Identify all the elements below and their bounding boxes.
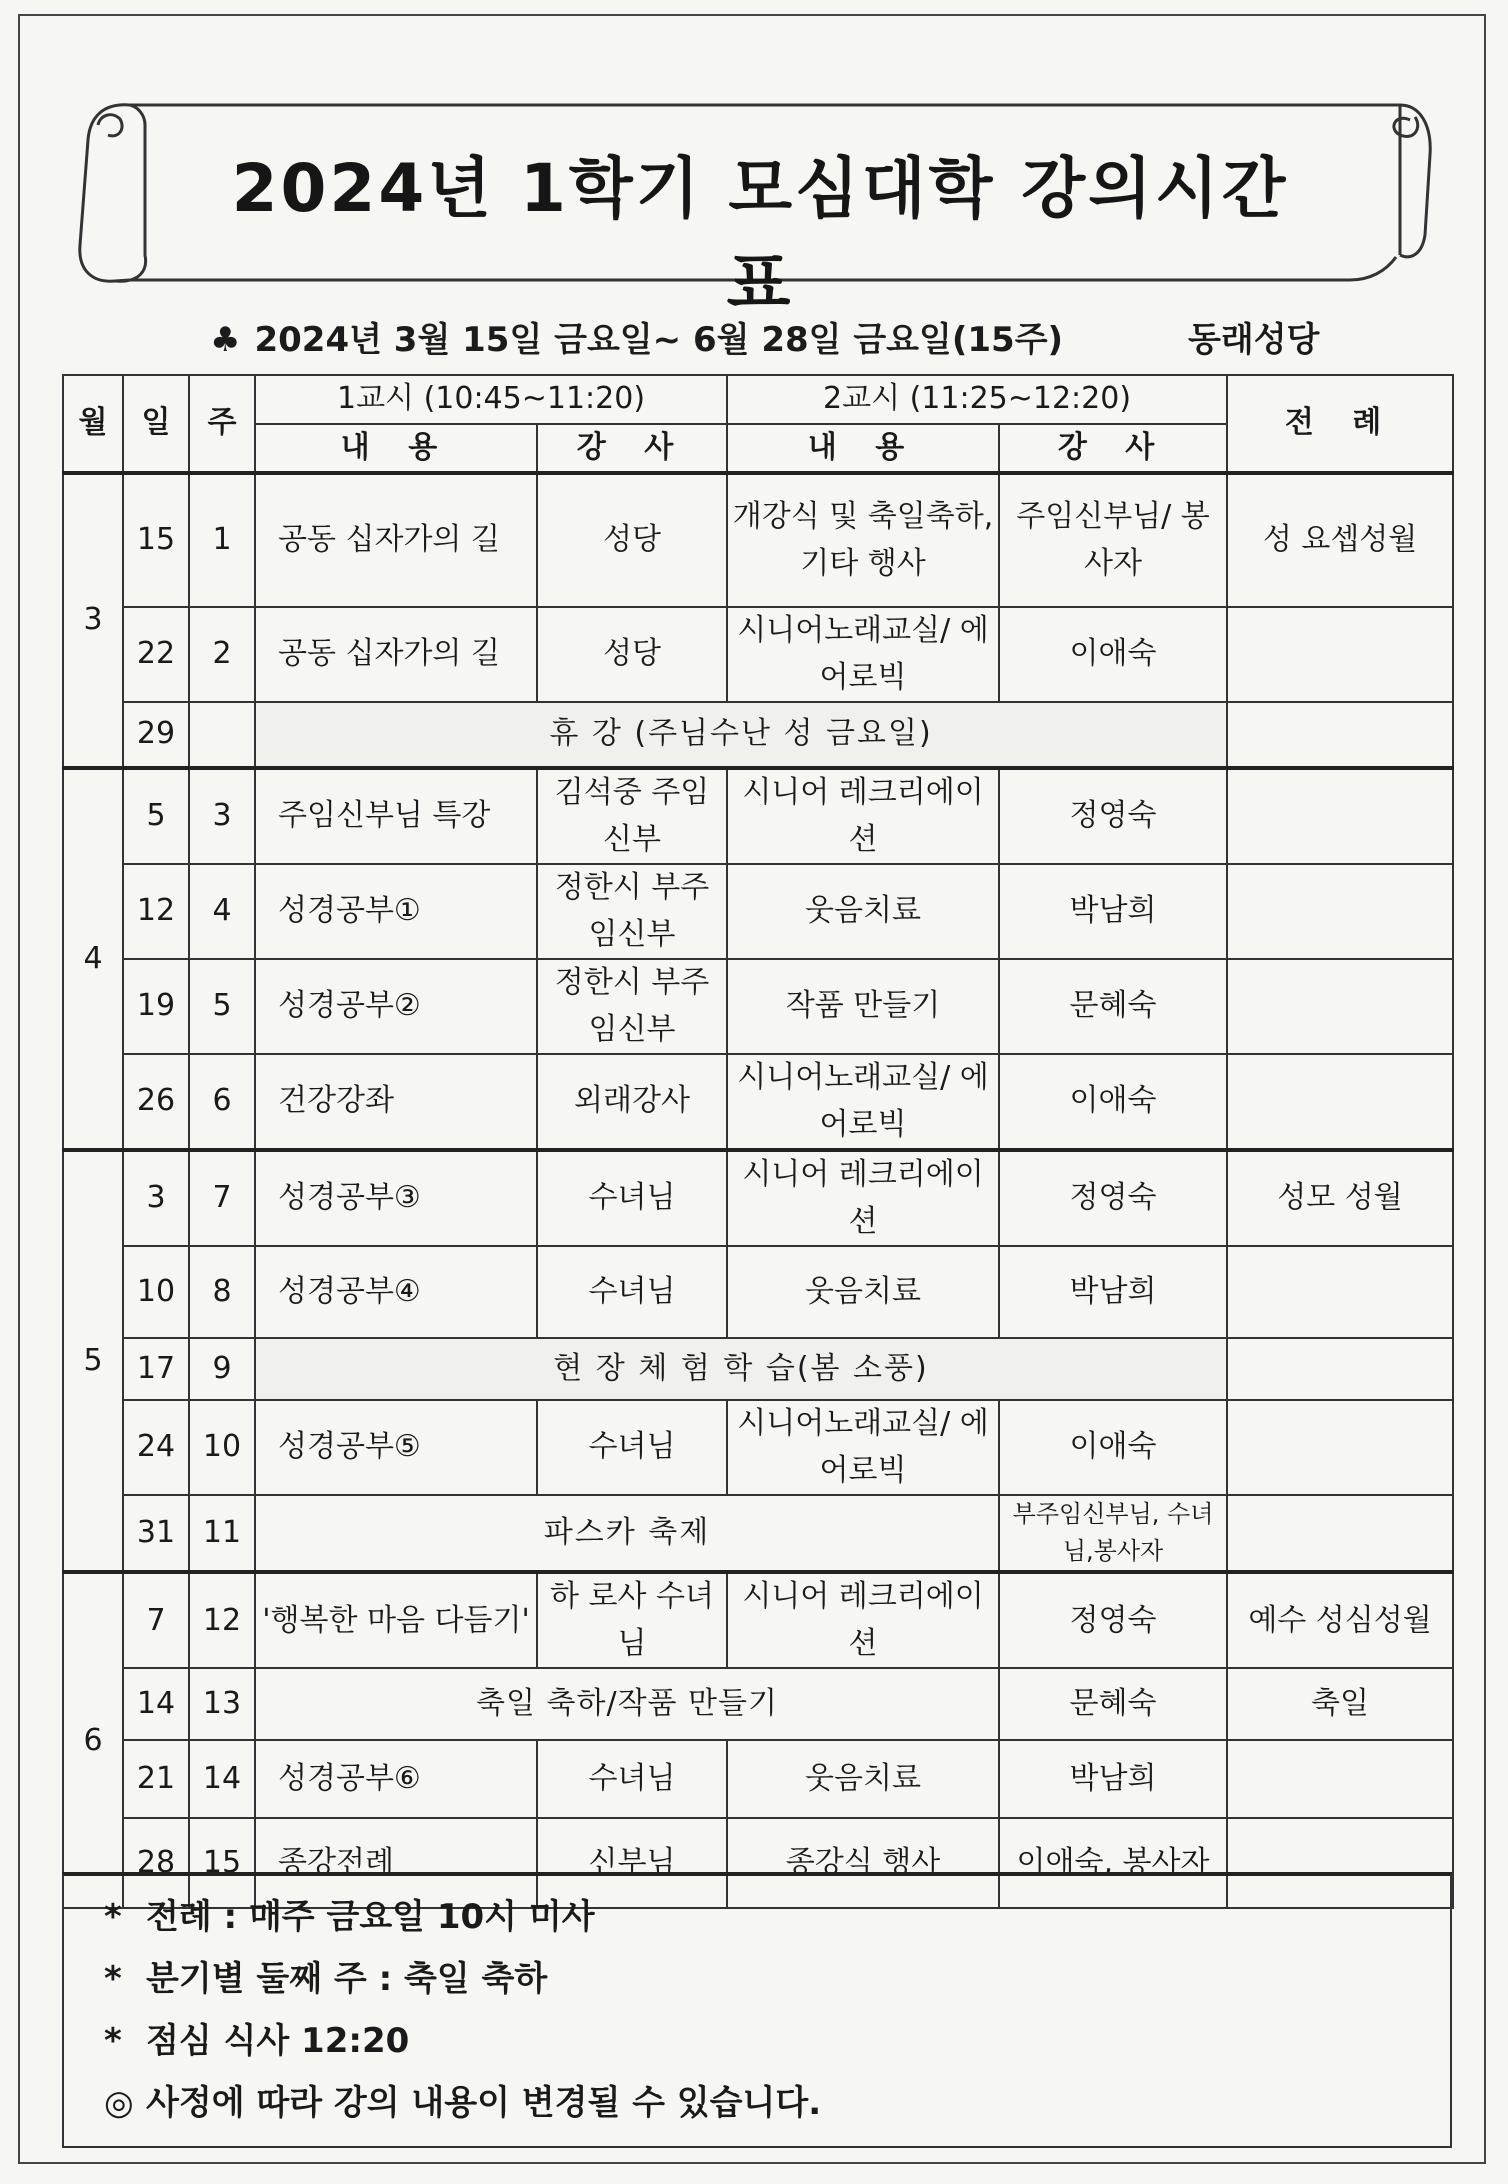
period2-content: 종강식 행사 [727,1818,999,1908]
week-cell: 3 [189,768,255,864]
period1-teacher: 정한시 부주임신부 [537,864,727,959]
note-item [104,2072,1410,2134]
liturgy-cell: 예수 성심성월 [1227,1572,1453,1668]
festival-banner: 파스카 축제 [255,1495,999,1572]
week-cell: 2 [189,607,255,702]
period2-teacher: 문혜숙 [999,1668,1227,1740]
title-banner [70,95,1440,322]
week-cell: 5 [189,959,255,1054]
header-week: 주 [189,375,255,473]
period1-content: 성경공부④ [255,1246,537,1338]
note-text: 분기별 둘째 주 : 축일 축하 [146,1959,548,1999]
feast-activity-banner: 축일 축하/작품 만들기 [255,1668,999,1740]
week-cell: 7 [189,1150,255,1246]
schedule-period [210,312,1063,361]
liturgy-cell [1227,959,1453,1054]
period1-content: 공동 십자가의 길 [255,607,537,702]
liturgy-cell: 성모 성월 [1227,1150,1453,1246]
month-cell: 5 [63,1150,123,1572]
period2-teacher: 박남희 [999,1246,1227,1338]
table-row [63,607,1453,702]
period2-teacher: 이애숙 [999,1400,1227,1495]
header-period2: 2교시 (11:25~12:20) [727,375,1227,424]
liturgy-cell [1227,1338,1453,1400]
period2-content: 웃음치료 [727,864,999,959]
table-row [63,1246,1453,1338]
schedule-period-text: 2024년 3월 15일 금요일~ 6월 28일 금요일(15주) [254,320,1064,360]
period2-teacher: 박남희 [999,864,1227,959]
day-cell: 22 [123,607,189,702]
header-period1: 1교시 (10:45~11:20) [255,375,727,424]
period1-content: 주임신부님 특강 [255,768,537,864]
table-row [63,1400,1453,1495]
note-bullet: * [104,1959,122,1999]
period2-teacher: 이애숙 [999,1054,1227,1150]
note-bullet: * [104,1897,122,1937]
club-icon: ♣ [210,320,241,360]
week-cell: 8 [189,1246,255,1338]
day-cell: 31 [123,1495,189,1572]
month-cell: 6 [63,1572,123,1908]
note-item [104,1886,1410,1948]
week-cell: 9 [189,1338,255,1400]
period2-content: 웃음치료 [727,1740,999,1818]
week-cell: 15 [189,1818,255,1908]
week-cell: 1 [189,473,255,607]
period2-content: 시니어 레크리에이션 [727,768,999,864]
period1-content: 종강전례 [255,1818,537,1908]
period1-content: 건강강좌 [255,1054,537,1150]
period2-teacher: 정영숙 [999,1572,1227,1668]
day-cell: 3 [123,1150,189,1246]
period1-teacher: 하 로사 수녀님 [537,1572,727,1668]
notes-box [62,1872,1452,2148]
week-cell: 12 [189,1572,255,1668]
day-cell: 19 [123,959,189,1054]
liturgy-cell [1227,607,1453,702]
period2-content: 작품 만들기 [727,959,999,1054]
liturgy-cell [1227,702,1453,768]
header-liturgy: 전 례 [1227,375,1453,473]
day-cell: 17 [123,1338,189,1400]
liturgy-cell [1227,768,1453,864]
period2-teacher: 이애숙, 봉사자 [999,1818,1227,1908]
period2-content: 시니어노래교실/ 에어로빅 [727,607,999,702]
header-day: 일 [123,375,189,473]
period1-teacher: 수녀님 [537,1740,727,1818]
day-cell: 14 [123,1668,189,1740]
period2-content: 시니어노래교실/ 에어로빅 [727,1400,999,1495]
church-name: 동래성당 [1188,320,1320,360]
liturgy-cell [1227,864,1453,959]
week-cell [189,702,255,768]
period2-teacher: 주임신부님/ 봉사자 [999,473,1227,607]
schedule-table [62,374,1454,1909]
period1-teacher: 외래강사 [537,1054,727,1150]
header-content-2: 내 용 [727,424,999,474]
table-row [63,1338,1453,1400]
holiday-banner: 휴 강 (주님수난 성 금요일) [255,702,1227,768]
table-row [63,864,1453,959]
period2-teacher: 정영숙 [999,768,1227,864]
period2-teacher: 문혜숙 [999,959,1227,1054]
period1-content: 성경공부⑥ [255,1740,537,1818]
week-cell: 14 [189,1740,255,1818]
table-row [63,1150,1453,1246]
header-month: 월 [63,375,123,473]
week-cell: 6 [189,1054,255,1150]
week-cell: 13 [189,1668,255,1740]
day-cell: 7 [123,1572,189,1668]
week-cell: 10 [189,1400,255,1495]
period1-content: '행복한 마음 다듬기' [255,1572,537,1668]
period2-content: 시니어 레크리에이션 [727,1150,999,1246]
day-cell: 29 [123,702,189,768]
note-item [104,2010,1410,2072]
page-title: 2024년 1학기 모심대학 강의시간표 [231,150,1289,322]
day-cell: 5 [123,768,189,864]
period2-teacher: 이애숙 [999,607,1227,702]
week-cell: 4 [189,864,255,959]
table-row [63,473,1453,607]
note-text: 점심 식사 12:20 [146,2021,410,2061]
liturgy-cell [1227,1495,1453,1572]
liturgy-cell [1227,1400,1453,1495]
period2-content: 개강식 및 축일축하,기타 행사 [727,473,999,607]
note-bullet: ◎ [104,2083,134,2123]
day-cell: 12 [123,864,189,959]
header-teacher-2: 강 사 [999,424,1227,474]
header-content-1: 내 용 [255,424,537,474]
period1-teacher: 성당 [537,473,727,607]
day-cell: 21 [123,1740,189,1818]
day-cell: 24 [123,1400,189,1495]
liturgy-cell [1227,1740,1453,1818]
table-row [63,1054,1453,1150]
period1-teacher: 수녀님 [537,1400,727,1495]
liturgy-cell [1227,1246,1453,1338]
period1-teacher: 신부님 [537,1818,727,1908]
period1-teacher: 정한시 부주임신부 [537,959,727,1054]
period1-content: 성경공부② [255,959,537,1054]
period1-teacher: 성당 [537,607,727,702]
period2-content: 시니어노래교실/ 에어로빅 [727,1054,999,1150]
period1-teacher: 김석중 주임신부 [537,768,727,864]
day-cell: 26 [123,1054,189,1150]
header-teacher-1: 강 사 [537,424,727,474]
table-row [63,959,1453,1054]
field-trip-banner: 현 장 체 험 학 습(봄 소풍) [255,1338,1227,1400]
month-cell: 4 [63,768,123,1150]
day-cell: 28 [123,1818,189,1908]
period1-content: 성경공부① [255,864,537,959]
period1-content: 공동 십자가의 길 [255,473,537,607]
note-text: 사정에 따라 강의 내용이 변경될 수 있습니다. [146,2083,822,2123]
table-row [63,702,1453,768]
period2-content: 시니어 레크리에이션 [727,1572,999,1668]
table-row [63,768,1453,864]
period2-teacher: 박남희 [999,1740,1227,1818]
month-cell: 3 [63,473,123,768]
liturgy-cell: 성 요셉성월 [1227,473,1453,607]
table-row [63,1740,1453,1818]
note-text: 전례 : 매주 금요일 10시 미사 [146,1897,595,1937]
table-row [63,1668,1453,1740]
period2-teacher: 정영숙 [999,1150,1227,1246]
day-cell: 15 [123,473,189,607]
period1-teacher: 수녀님 [537,1150,727,1246]
liturgy-cell [1227,1054,1453,1150]
note-bullet: * [104,2021,122,2061]
period1-teacher: 수녀님 [537,1246,727,1338]
day-cell: 10 [123,1246,189,1338]
liturgy-cell: 축일 [1227,1668,1453,1740]
period2-teacher: 부주임신부님, 수녀님,봉사자 [999,1495,1227,1572]
table-row [63,1495,1453,1572]
week-cell: 11 [189,1495,255,1572]
note-item [104,1948,1410,2010]
table-row [63,1572,1453,1668]
period2-content: 웃음치료 [727,1246,999,1338]
period1-content: 성경공부⑤ [255,1400,537,1495]
period1-content: 성경공부③ [255,1150,537,1246]
